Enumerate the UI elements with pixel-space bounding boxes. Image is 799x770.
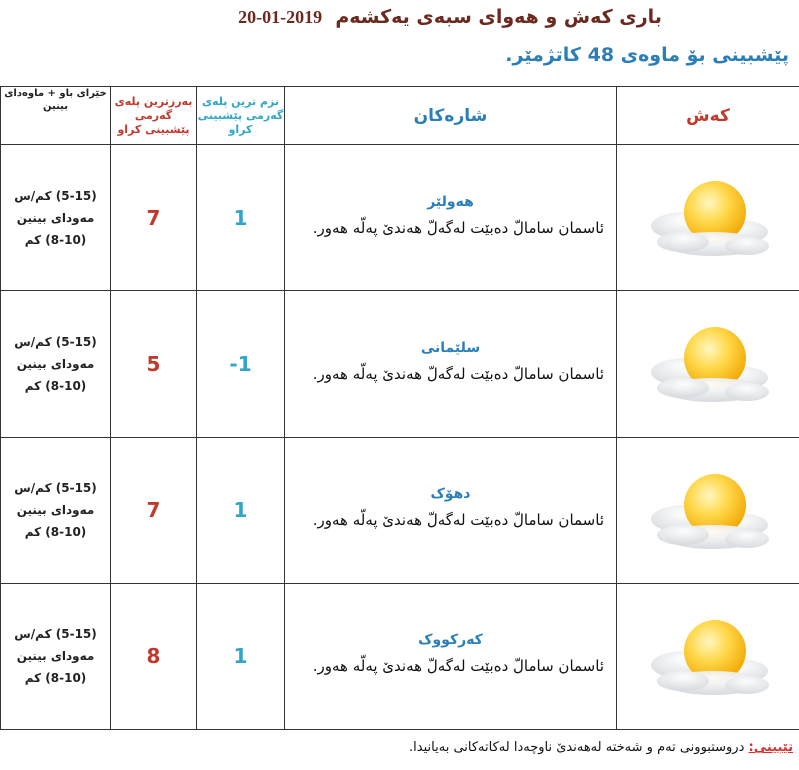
wind-visibility-cell (1, 583, 111, 729)
city-description-cell (285, 437, 617, 583)
table-row (1, 291, 799, 437)
header-wind: خێرای باو + ماوەدای بینین (1, 87, 111, 145)
weather-description: ئاسمان سامالّ دەبێت لەگەلّ هەندێ پەلّە هەور. (312, 364, 604, 383)
max-temp: 8 (111, 583, 197, 729)
min-temp: -1 (197, 291, 285, 437)
weather-icon-cell (617, 291, 799, 437)
city-description-cell (285, 145, 617, 291)
table-header-row (1, 87, 799, 145)
visibility-value: (8-10) کم (24, 525, 87, 540)
table-row (1, 583, 799, 729)
max-temp: 7 (111, 145, 197, 291)
weather-icon-cell (617, 145, 799, 291)
max-temp: 7 (111, 437, 197, 583)
forecast-subtitle: پێشبینی بۆ ماوەی 48 کاتژمێر. (505, 44, 789, 66)
table-row (1, 145, 799, 291)
visibility-label: مەودای بینین (16, 210, 95, 225)
sun-cloud-icon (643, 461, 773, 556)
weather-icon-cell (617, 583, 799, 729)
wind-speed: (5-15) کم/س (14, 627, 97, 642)
wind-visibility-cell (1, 291, 111, 437)
visibility-value: (8-10) کم (24, 232, 87, 247)
wind-visibility-cell (1, 437, 111, 583)
visibility-value: (8-10) کم (24, 671, 87, 686)
title-text: باری کەش و هەوای سبەی یەکشەم (335, 6, 662, 28)
wind-speed: (5-15) کم/س (14, 334, 97, 349)
city-name: دهۆک (430, 486, 471, 503)
min-temp: 1 (197, 145, 285, 291)
page-title (230, 6, 670, 28)
weather-icon-cell (617, 437, 799, 583)
visibility-label: مەودای بینین (16, 649, 95, 664)
forecast-table (0, 86, 799, 730)
note-text: دروستبوونی تەم و شەختە لەهەندێ ناوچەدا لەکاتەکانی بەیانیدا. (409, 740, 745, 755)
wind-speed: (5-15) کم/س (14, 481, 97, 496)
header-cities: شارەکان (285, 87, 617, 145)
weather-description: ئاسمان سامالّ دەبێت لەگەلّ هەندێ پەلّە هەور. (312, 218, 604, 237)
weather-description: ئاسمان سامالّ دەبێت لەگەلّ هەندێ پەلّە هەور. (312, 657, 604, 676)
city-name: کەرکووک (418, 632, 483, 649)
header-weather: کەش (617, 87, 799, 145)
wind-speed: (5-15) کم/س (14, 188, 97, 203)
max-temp: 5 (111, 291, 197, 437)
sun-cloud-icon (643, 168, 773, 263)
sun-cloud-icon (643, 314, 773, 409)
city-name: سلێمانی (420, 339, 481, 356)
visibility-label: مەودای بینین (16, 503, 95, 518)
min-temp: 1 (197, 583, 285, 729)
visibility-label: مەودای بینین (16, 356, 95, 371)
wind-visibility-cell (1, 145, 111, 291)
min-temp: 1 (197, 437, 285, 583)
header-max-temp: بەرزترین پلەی گەرمی پێشبینی کراو (111, 87, 197, 145)
note-label: تێبینی: (748, 740, 793, 755)
sun-cloud-icon (643, 607, 773, 702)
footnote (409, 740, 793, 755)
header-min-temp: نزم ترین پلەی گەرمی پێشبینی کراو (197, 87, 285, 145)
forecast-date: 2019-01-20 (238, 7, 323, 27)
city-description-cell (285, 291, 617, 437)
table-row (1, 437, 799, 583)
visibility-value: (8-10) کم (24, 378, 87, 393)
city-description-cell (285, 583, 617, 729)
city-name: هەولێر (427, 193, 474, 210)
weather-description: ئاسمان سامالّ دەبێت لەگەلّ هەندێ پەلّە هەور. (312, 511, 604, 530)
